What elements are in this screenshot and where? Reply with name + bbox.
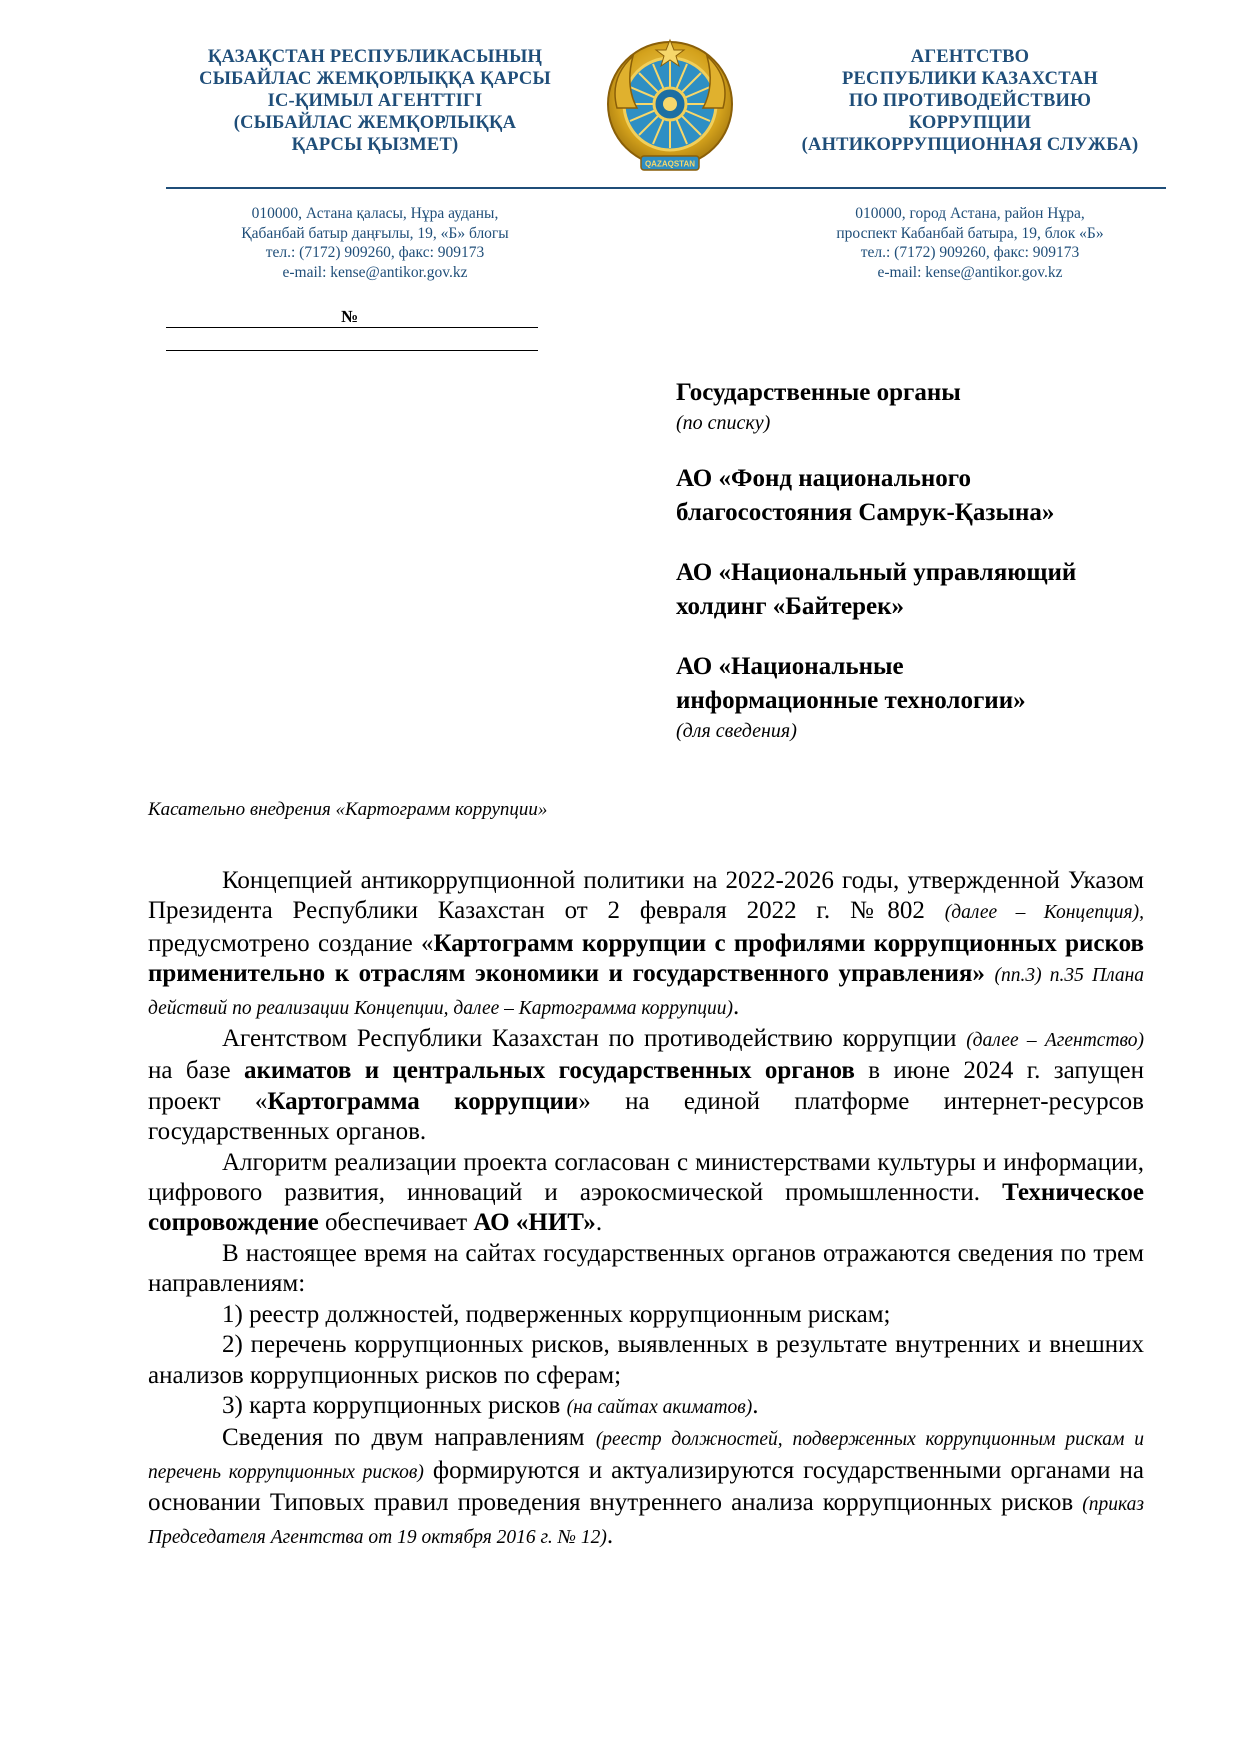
italic-run: (далее – Агентство) — [966, 1030, 1144, 1052]
address-kz-line: тел.: (7172) 909260, факс: 909173 — [265, 244, 485, 261]
registration-date-line — [166, 350, 538, 351]
address-kz-line: 010000, Астана қаласы, Нұра ауданы, — [251, 205, 499, 222]
letter-body — [148, 866, 1144, 1553]
address-ru-line: e-mail: kense@antikor.gov.kz — [877, 263, 1063, 281]
body-paragraph — [148, 1423, 1144, 1553]
header-divider — [166, 187, 1166, 189]
addressees-block — [676, 376, 1196, 744]
address-ru-line: проспект Кабанбай батыра, 19, блок «Б» — [836, 224, 1104, 242]
addressee-line: АО «Фонд национального — [676, 465, 971, 492]
address-kz-line: e-mail: kense@antikor.gov.kz — [282, 263, 468, 281]
text-run: на базе — [148, 1057, 245, 1085]
addressee-line: АО «Национальный управляющий — [676, 559, 1077, 586]
addressee-line: информационные технологии» — [676, 687, 1026, 714]
address-kazakh — [165, 204, 585, 282]
body-paragraph — [148, 1148, 1144, 1239]
addressee-line: холдинг «Байтерек» — [676, 593, 905, 620]
text-run: 2) перечень коррупционных рисков, выявленных в результате внутренних и внешних анализов коррупционных рисков по сферам; — [148, 1331, 1144, 1389]
bold-run: АО «НИТ» — [473, 1209, 596, 1237]
bold-run: Картограмма коррупции — [267, 1087, 579, 1115]
state-emblem-icon — [603, 38, 737, 178]
text-run: Сведения по двум направлениям — [222, 1424, 596, 1452]
address-ru-line: тел.: (7172) 909260, факс: 909173 — [860, 244, 1080, 261]
bold-run: Картограмм коррупции с профилями коррупционных рисков применительно к отраслям экономики и государственного управления» — [148, 929, 1144, 988]
org-ru-line: АГЕНТСТВО — [910, 47, 1030, 67]
org-name-russian — [760, 46, 1180, 156]
org-kz-line: ІС-ҚИМЫЛ АГЕНТТІГІ — [267, 91, 483, 111]
bold-run: акиматов и центральных государственных органов — [244, 1057, 855, 1085]
registration-number-line — [166, 327, 538, 328]
text-run: . — [752, 1391, 759, 1419]
addressee-note: (для сведения) — [676, 720, 797, 742]
text-run: формируются и актуализируются государственными органами на основании Типовых правил проведения внутреннего анализа коррупционных рисков — [148, 1456, 1144, 1517]
addressee — [676, 650, 1196, 718]
body-paragraph — [148, 1239, 1144, 1300]
addressee-line: АО «Национальные — [676, 653, 904, 680]
text-run: предусмотрено создание « — [148, 929, 434, 957]
italic-run: (реестр должностей, подверженных коррупционным рискам и перечень коррупционных рисков) — [148, 1429, 1144, 1483]
body-paragraph — [148, 1024, 1144, 1148]
addressee — [676, 462, 1196, 530]
text-run: обеспечивает — [318, 1209, 474, 1237]
addressee — [676, 556, 1196, 624]
registration-number-sign: № — [341, 307, 359, 326]
addressee — [676, 376, 1196, 410]
org-kz-line: СЫБАЙЛАС ЖЕМҚОРЛЫҚҚА ҚАРСЫ — [199, 69, 551, 89]
org-ru-line: (АНТИКОРРУПЦИОННАЯ СЛУЖБА) — [801, 135, 1139, 155]
body-list-item — [148, 1391, 1144, 1423]
org-name-kazakh — [165, 46, 585, 156]
text-run: в июне 2024 г. запущен проект « — [148, 1057, 1144, 1115]
italic-run: (приказ Председателя Агентства от 19 октября 2016 г. № 12) — [148, 1494, 1144, 1548]
body-list-item — [148, 1300, 1144, 1330]
addressee-line: Государственные органы — [676, 379, 961, 406]
text-run: Концепцией антикоррупционной политики на 2022-2026 годы, утвержденной Указом Президента Республики Казахстан от 2 февраля 2022 г. №802 — [148, 867, 1144, 925]
bold-run: Техническое сопровождение — [148, 1179, 1144, 1237]
italic-run: (на сайтах акиматов) — [566, 1396, 753, 1418]
italic-run: (пп.3) п.35 Плана действий по реализации Концепции, далее – Картограмма коррупции) — [148, 965, 1145, 1019]
body-list-item — [148, 1330, 1144, 1391]
text-run: . — [732, 992, 740, 1020]
org-ru-line: РЕСПУБЛИКИ КАЗАХСТАН — [842, 69, 1098, 89]
org-kz-line: ҚАРСЫ ҚЫЗМЕТ) — [291, 135, 459, 155]
address-ru-line: 010000, город Астана, район Нұра, — [855, 205, 1085, 222]
addressee-line: благосостояния Самрук-Қазына» — [676, 499, 1055, 526]
body-paragraph — [148, 866, 1144, 1024]
address-russian — [760, 204, 1180, 282]
address-kz-line: Қабанбай батыр даңғылы, 19, «Б» блогы — [241, 224, 509, 242]
text-run: Алгоритм реализации проекта согласован с министерствами культуры и информации, цифрового развития, инноваций и аэрокосмической промышленности. — [148, 1148, 1144, 1207]
org-kz-line: (СЫБАЙЛАС ЖЕМҚОРЛЫҚҚА — [233, 113, 517, 133]
org-kz-line: ҚАЗАҚСТАН РЕСПУБЛИКАСЫНЫҢ — [207, 47, 543, 67]
text-run: 3) карта коррупционных рисков — [222, 1391, 567, 1419]
text-run: Агентством Республики Казахстан по противодействию коррупции — [222, 1025, 967, 1053]
addressee-note: (по списку) — [676, 412, 771, 434]
italic-run: (далее – Концепция), — [944, 902, 1144, 924]
org-ru-line: ПО ПРОТИВОДЕЙСТВИЮ — [848, 91, 1092, 111]
emblem-ribbon-text: QAZAQSTAN — [644, 159, 696, 169]
text-run: В настоящее время на сайтах государственных органов отражаются сведения по трем направлениям: — [148, 1239, 1144, 1298]
text-run: » на единой платформе интернет-ресурсов государственных органов. — [148, 1087, 1144, 1146]
text-run: 1) реестр должностей, подверженных коррупционным рискам; — [222, 1300, 891, 1328]
text-run: . — [595, 1209, 603, 1237]
text-run: . — [606, 1521, 614, 1549]
org-ru-line: КОРРУПЦИИ — [908, 113, 1032, 133]
letter-subject: Касательно внедрения «Картограмм коррупции» — [148, 799, 548, 820]
